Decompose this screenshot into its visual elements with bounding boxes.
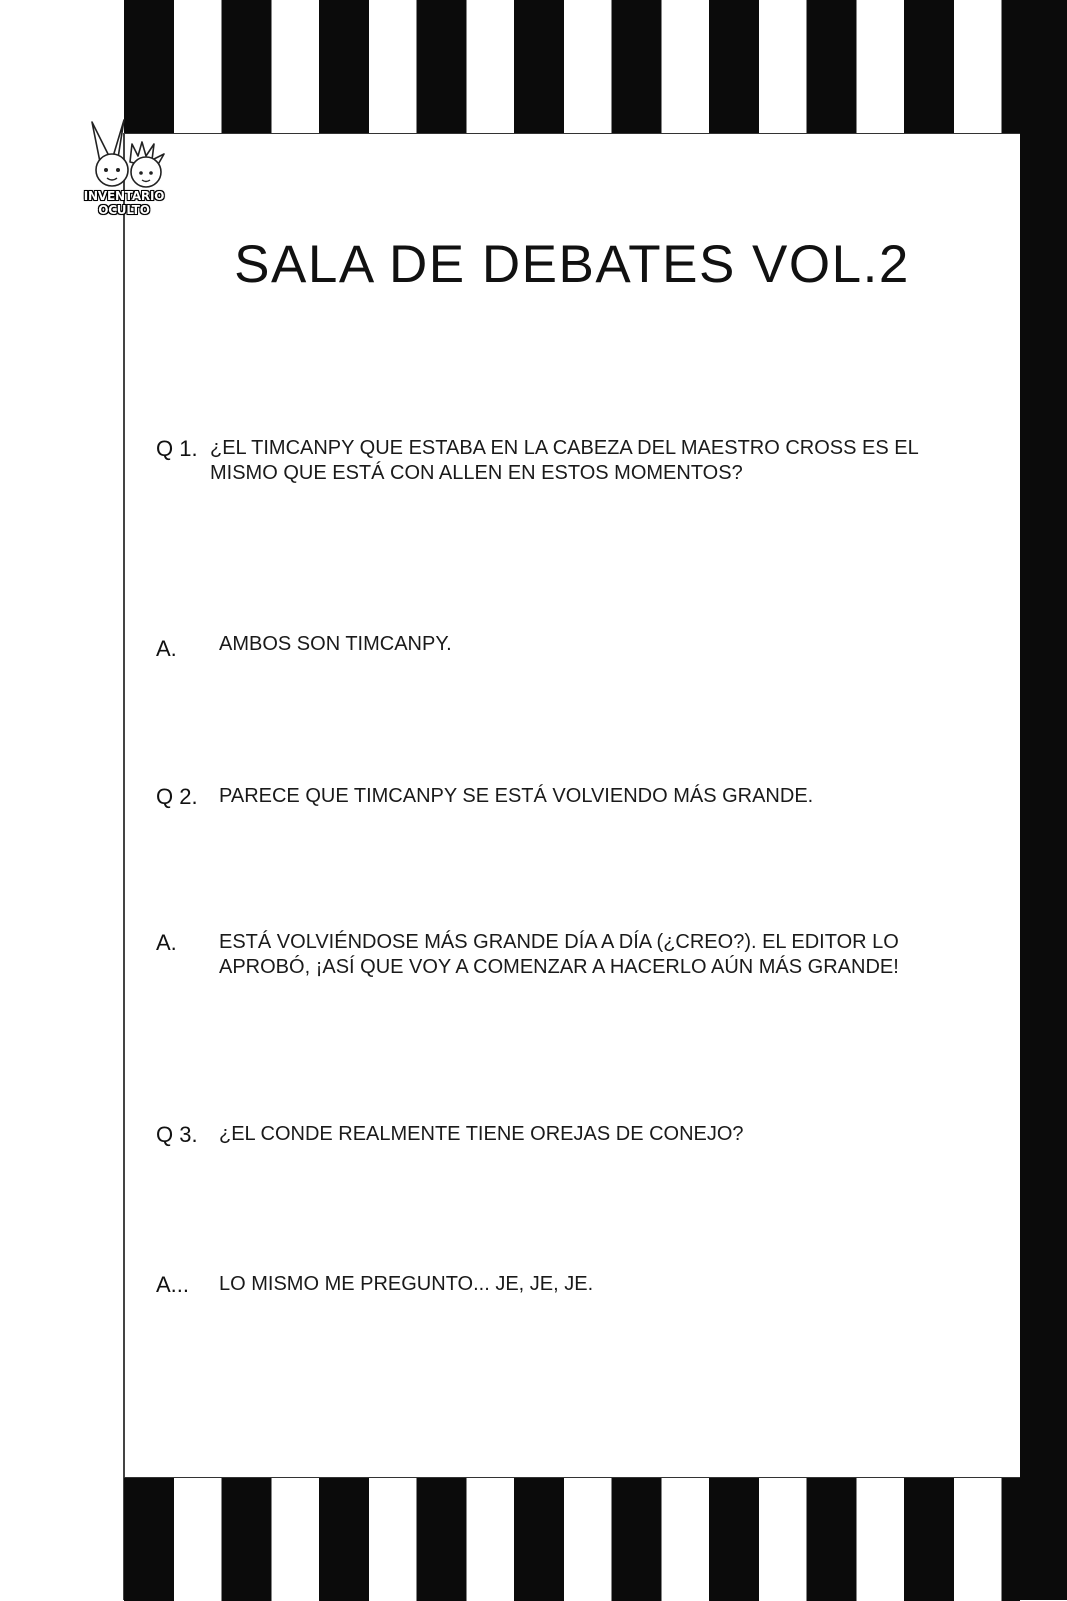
answer-2-text: ESTÁ VOLVIÉNDOSE MÁS GRANDE DÍA A DÍA (¿CREO?). EL EDITOR LO APROBÓ, ¡ASÍ QUE VOY A COMENZAR A HACERLO AÚN MÁS GRANDE! (219, 931, 899, 978)
question-1-text: ¿EL TIMCANPY QUE ESTABA EN LA CABEZA DEL MAESTRO CROSS ES EL MISMO QUE ESTÁ CON ALLEN EN ESTOS MOMENTOS? (210, 437, 918, 484)
question-1-label: Q 1. (156, 436, 198, 461)
answer-3-label: A... (156, 1272, 190, 1297)
right-black-band (1020, 0, 1067, 1600)
logo-text-line-2: OCULTO (98, 203, 150, 217)
answer-1-text: AMBOS SON TIMCANPY. (219, 633, 452, 655)
top-stripe-border (124, 0, 1020, 134)
left-frame-line (123, 133, 125, 1600)
logo-text-line-1: INVENTARIO (83, 189, 165, 203)
question-3-text: ¿EL CONDE REALMENTE TIENE OREJAS DE CONEJO? (219, 1123, 744, 1145)
answer-1-label: A. (156, 636, 177, 661)
logo-characters-icon (72, 118, 176, 198)
answer-3-text: LO MISMO ME PREGUNTO... JE, JE, JE. (219, 1273, 594, 1295)
page-title: SALA DE DEBATES VOL.2 (234, 235, 910, 294)
question-2-text: PARECE QUE TIMCANPY SE ESTÁ VOLVIENDO MÁS GRANDE. (219, 785, 814, 807)
question-3-label: Q 3. (156, 1122, 198, 1147)
inventario-oculto-logo (72, 118, 176, 226)
bottom-stripe-border (124, 1477, 1020, 1601)
answer-2-label: A. (156, 930, 177, 955)
question-2-label: Q 2. (156, 784, 198, 809)
